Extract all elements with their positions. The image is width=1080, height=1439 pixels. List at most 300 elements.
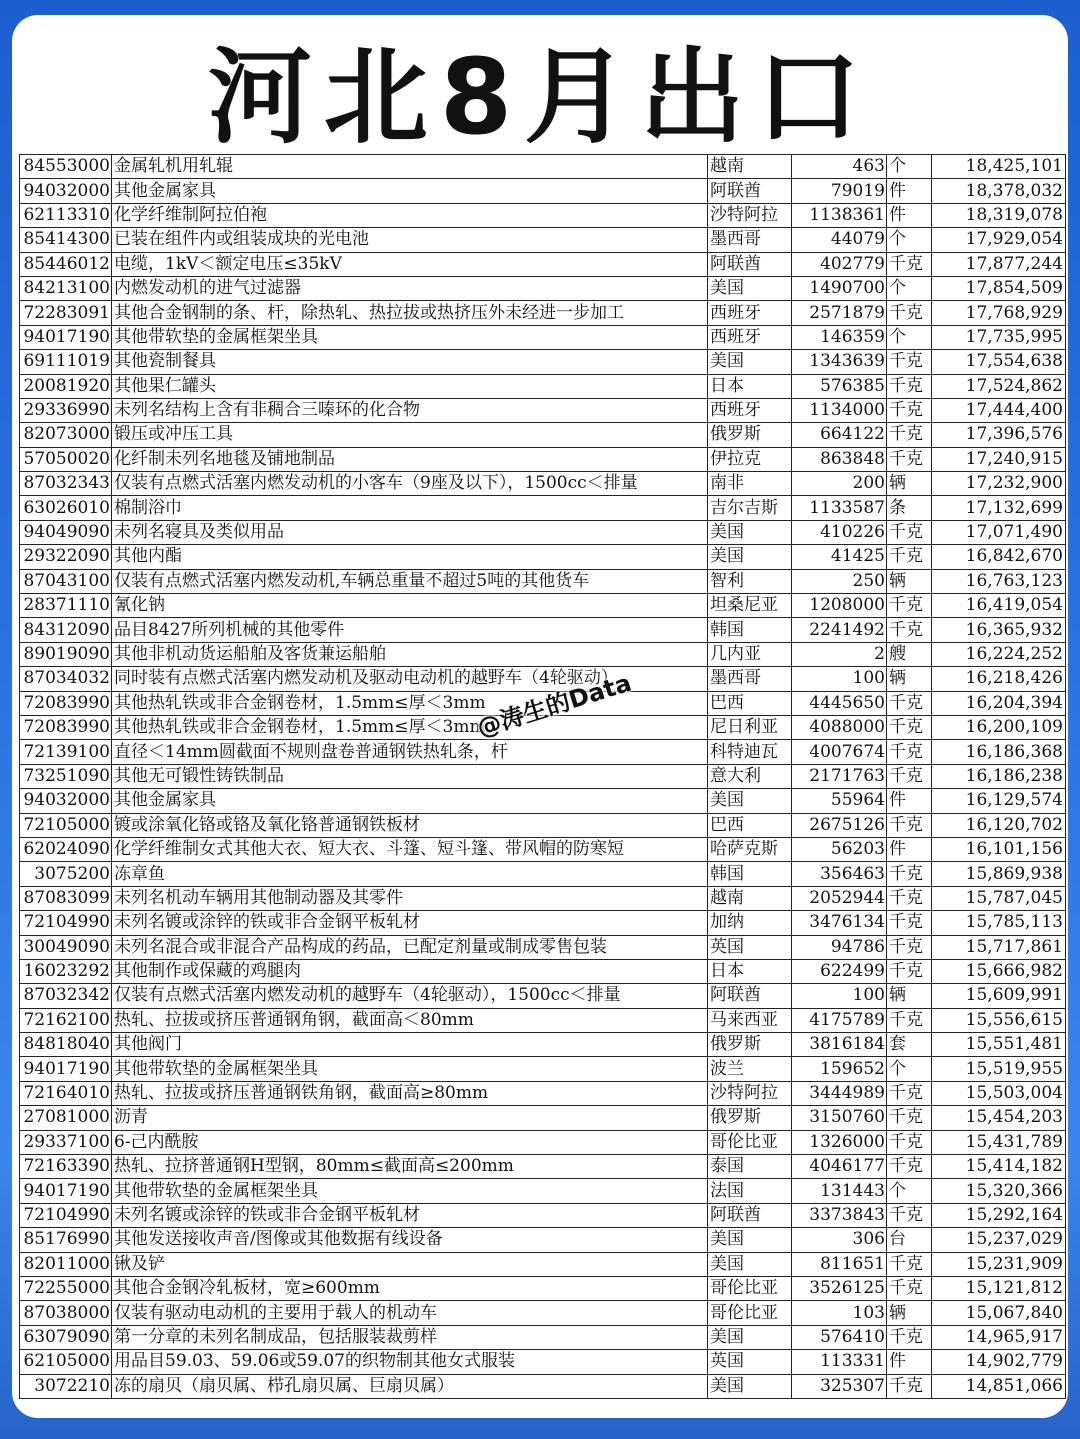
table-row [20, 862, 1066, 886]
country-cell: 加纳 [708, 911, 792, 935]
quantity-cell: 103 [792, 1301, 887, 1325]
country-cell: 哥伦比亚 [708, 1276, 792, 1300]
product-name-cell: 金属轧机用轧辊 [112, 155, 708, 179]
hs-code-cell: 82011000 [20, 1252, 112, 1276]
quantity-cell: 79019 [792, 179, 887, 203]
country-cell: 韩国 [708, 862, 792, 886]
hs-code-cell: 72163390 [20, 1155, 112, 1179]
value-cell: 16,129,574 [932, 789, 1066, 813]
quantity-cell: 306 [792, 1228, 887, 1252]
value-cell: 17,554,638 [932, 350, 1066, 374]
unit-cell: 千克 [887, 740, 932, 764]
value-cell: 17,877,244 [932, 252, 1066, 276]
table-row [20, 155, 1066, 179]
table-row [20, 276, 1066, 300]
quantity-cell: 664122 [792, 423, 887, 447]
country-cell: 哈萨克斯 [708, 837, 792, 861]
product-name-cell: 仅装有点燃式活塞内燃发动机的小客车（9座及以下），1500cc＜排量 [112, 472, 708, 496]
value-cell: 15,666,982 [932, 959, 1066, 983]
unit-cell: 千克 [887, 1155, 932, 1179]
unit-cell: 千克 [887, 1325, 932, 1349]
hs-code-cell: 73251090 [20, 764, 112, 788]
table-row [20, 1033, 1066, 1057]
product-name-cell: 6-己内酰胺 [112, 1130, 708, 1154]
table-row [20, 350, 1066, 374]
product-name-cell: 用品目59.03、59.06或59.07的织物制其他女式服装 [112, 1350, 708, 1374]
hs-code-cell: 72105000 [20, 813, 112, 837]
hs-code-cell: 72104990 [20, 1203, 112, 1227]
value-cell: 15,869,938 [932, 862, 1066, 886]
hs-code-cell: 94017190 [20, 1057, 112, 1081]
quantity-cell: 356463 [792, 862, 887, 886]
value-cell: 18,319,078 [932, 203, 1066, 227]
value-cell: 15,067,840 [932, 1301, 1066, 1325]
product-name-cell: 未列名镀或涂锌的铁或非合金钢平板轧材 [112, 1203, 708, 1227]
value-cell: 15,414,182 [932, 1155, 1066, 1179]
value-cell: 15,503,004 [932, 1081, 1066, 1105]
hs-code-cell: 87043100 [20, 569, 112, 593]
value-cell: 17,524,862 [932, 374, 1066, 398]
table-row [20, 789, 1066, 813]
value-cell: 14,902,779 [932, 1350, 1066, 1374]
quantity-cell: 56203 [792, 837, 887, 861]
quantity-cell: 1490700 [792, 276, 887, 300]
quantity-cell: 131443 [792, 1179, 887, 1203]
page-title: 河北8月出口 [207, 36, 873, 158]
hs-code-cell: 72283091 [20, 301, 112, 325]
quantity-cell: 1134000 [792, 398, 887, 422]
unit-cell: 千克 [887, 715, 932, 739]
table-row [20, 203, 1066, 227]
quantity-cell: 325307 [792, 1374, 887, 1398]
unit-cell: 条 [887, 496, 932, 520]
product-name-cell: 未列名混合或非混合产品构成的药品，已配定剂量或制成零售包装 [112, 935, 708, 959]
unit-cell: 千克 [887, 1203, 932, 1227]
unit-cell: 件 [887, 1350, 932, 1374]
unit-cell: 辆 [887, 569, 932, 593]
hs-code-cell: 94017190 [20, 1179, 112, 1203]
table-row [20, 301, 1066, 325]
value-cell: 17,854,509 [932, 276, 1066, 300]
value-cell: 14,851,066 [932, 1374, 1066, 1398]
unit-cell: 千克 [887, 545, 932, 569]
country-cell: 美国 [708, 350, 792, 374]
hs-code-cell: 57050020 [20, 447, 112, 471]
table-row [20, 1301, 1066, 1325]
hs-code-cell: 62113310 [20, 203, 112, 227]
product-name-cell: 其他内酯 [112, 545, 708, 569]
value-cell: 15,231,909 [932, 1252, 1066, 1276]
table-row [20, 1276, 1066, 1300]
quantity-cell: 622499 [792, 959, 887, 983]
unit-cell: 千克 [887, 618, 932, 642]
value-cell: 17,929,054 [932, 228, 1066, 252]
value-cell: 17,735,995 [932, 325, 1066, 349]
quantity-cell: 3444989 [792, 1081, 887, 1105]
country-cell: 俄罗斯 [708, 1033, 792, 1057]
country-cell: 墨西哥 [708, 228, 792, 252]
product-name-cell: 冻的扇贝（扇贝属、栉孔扇贝属、巨扇贝属） [112, 1374, 708, 1398]
value-cell: 16,224,252 [932, 642, 1066, 666]
value-cell: 18,425,101 [932, 155, 1066, 179]
table-row [20, 1106, 1066, 1130]
country-cell: 墨西哥 [708, 667, 792, 691]
hs-code-cell: 29322090 [20, 545, 112, 569]
country-cell: 美国 [708, 1374, 792, 1398]
hs-code-cell: 85414300 [20, 228, 112, 252]
value-cell: 15,121,812 [932, 1276, 1066, 1300]
quantity-cell: 100 [792, 984, 887, 1008]
unit-cell: 千克 [887, 1276, 932, 1300]
quantity-cell: 3150760 [792, 1106, 887, 1130]
value-cell: 17,396,576 [932, 423, 1066, 447]
country-cell: 日本 [708, 959, 792, 983]
unit-cell: 千克 [887, 374, 932, 398]
quantity-cell: 250 [792, 569, 887, 593]
hs-code-cell: 72083990 [20, 715, 112, 739]
hs-code-cell: 72139100 [20, 740, 112, 764]
unit-cell: 千克 [887, 1106, 932, 1130]
country-cell: 哥伦比亚 [708, 1301, 792, 1325]
value-cell: 17,232,900 [932, 472, 1066, 496]
unit-cell: 台 [887, 1228, 932, 1252]
table-row [20, 813, 1066, 837]
value-cell: 15,785,113 [932, 911, 1066, 935]
product-name-cell: 锹及铲 [112, 1252, 708, 1276]
product-name-cell: 同时装有点燃式活塞内燃发动机及驱动电动机的越野车（4轮驱动） [112, 667, 708, 691]
quantity-cell: 410226 [792, 520, 887, 544]
value-cell: 16,842,670 [932, 545, 1066, 569]
table-row [20, 447, 1066, 471]
hs-code-cell: 27081000 [20, 1106, 112, 1130]
hs-code-cell: 29337100 [20, 1130, 112, 1154]
quantity-cell: 576385 [792, 374, 887, 398]
table-row [20, 472, 1066, 496]
country-cell: 阿联酋 [708, 252, 792, 276]
unit-cell: 个 [887, 276, 932, 300]
hs-code-cell: 84312090 [20, 618, 112, 642]
quantity-cell: 3373843 [792, 1203, 887, 1227]
product-name-cell: 锻压或冲压工具 [112, 423, 708, 447]
hs-code-cell: 69111019 [20, 350, 112, 374]
hs-code-cell: 84553000 [20, 155, 112, 179]
unit-cell: 千克 [887, 862, 932, 886]
product-name-cell: 热轧、拉拔或挤压普通钢角钢，截面高＜80mm [112, 1008, 708, 1032]
product-name-cell: 沥青 [112, 1106, 708, 1130]
hs-code-cell: 62024090 [20, 837, 112, 861]
hs-code-cell: 89019090 [20, 642, 112, 666]
quantity-cell: 576410 [792, 1325, 887, 1349]
table-row [20, 886, 1066, 910]
product-name-cell: 内燃发动机的进气过滤器 [112, 276, 708, 300]
table-row [20, 764, 1066, 788]
value-cell: 16,186,238 [932, 764, 1066, 788]
country-cell: 西班牙 [708, 325, 792, 349]
quantity-cell: 4175789 [792, 1008, 887, 1032]
table-row [20, 1374, 1066, 1398]
quantity-cell: 3476134 [792, 911, 887, 935]
unit-cell: 千克 [887, 1008, 932, 1032]
product-name-cell: 化学纤维制女式其他大衣、短大衣、斗篷、短斗篷、带风帽的防寒短 [112, 837, 708, 861]
quantity-cell: 146359 [792, 325, 887, 349]
quantity-cell: 44079 [792, 228, 887, 252]
unit-cell: 千克 [887, 1252, 932, 1276]
country-cell: 阿联酋 [708, 179, 792, 203]
product-name-cell: 其他带软垫的金属框架坐具 [112, 325, 708, 349]
unit-cell: 千克 [887, 423, 932, 447]
country-cell: 巴西 [708, 813, 792, 837]
unit-cell: 千克 [887, 959, 932, 983]
table-row [20, 984, 1066, 1008]
quantity-cell: 159652 [792, 1057, 887, 1081]
table-row [20, 1350, 1066, 1374]
table-row [20, 911, 1066, 935]
unit-cell: 千克 [887, 350, 932, 374]
quantity-cell: 4007674 [792, 740, 887, 764]
product-name-cell: 其他发送接收声音/图像或其他数据有线设备 [112, 1228, 708, 1252]
hs-code-cell: 94049090 [20, 520, 112, 544]
country-cell: 西班牙 [708, 301, 792, 325]
product-name-cell: 其他带软垫的金属框架坐具 [112, 1179, 708, 1203]
table-row [20, 179, 1066, 203]
country-cell: 吉尔吉斯 [708, 496, 792, 520]
country-cell: 英国 [708, 1350, 792, 1374]
country-cell: 科特迪瓦 [708, 740, 792, 764]
content-card [12, 15, 1068, 1418]
value-cell: 15,320,366 [932, 1179, 1066, 1203]
quantity-cell: 402779 [792, 252, 887, 276]
hs-code-cell: 63079090 [20, 1325, 112, 1349]
quantity-cell: 2675126 [792, 813, 887, 837]
table-row [20, 594, 1066, 618]
country-cell: 日本 [708, 374, 792, 398]
country-cell: 巴西 [708, 691, 792, 715]
value-cell: 18,378,032 [932, 179, 1066, 203]
product-name-cell: 化纤制未列名地毯及铺地制品 [112, 447, 708, 471]
country-cell: 西班牙 [708, 398, 792, 422]
hs-code-cell: 87032342 [20, 984, 112, 1008]
table-row [20, 642, 1066, 666]
table-row [20, 1179, 1066, 1203]
table-row [20, 935, 1066, 959]
value-cell: 16,204,394 [932, 691, 1066, 715]
product-name-cell: 仅装有点燃式活塞内燃发动机,车辆总重量不超过5吨的其他货车 [112, 569, 708, 593]
table-row [20, 740, 1066, 764]
value-cell: 15,609,991 [932, 984, 1066, 1008]
hs-code-cell: 62105000 [20, 1350, 112, 1374]
unit-cell: 件 [887, 837, 932, 861]
country-cell: 越南 [708, 155, 792, 179]
country-cell: 美国 [708, 1325, 792, 1349]
value-cell: 15,717,861 [932, 935, 1066, 959]
country-cell: 意大利 [708, 764, 792, 788]
quantity-cell: 1208000 [792, 594, 887, 618]
value-cell: 15,787,045 [932, 886, 1066, 910]
table-row [20, 325, 1066, 349]
hs-code-cell: 87032343 [20, 472, 112, 496]
hs-code-cell: 72162100 [20, 1008, 112, 1032]
unit-cell: 个 [887, 155, 932, 179]
country-cell: 美国 [708, 520, 792, 544]
product-name-cell: 电缆，1kV＜额定电压≤35kV [112, 252, 708, 276]
value-cell: 16,365,932 [932, 618, 1066, 642]
quantity-cell: 1133587 [792, 496, 887, 520]
table-row [20, 398, 1066, 422]
quantity-cell: 3526125 [792, 1276, 887, 1300]
table-row [20, 618, 1066, 642]
hs-code-cell: 3075200 [20, 862, 112, 886]
table-row [20, 569, 1066, 593]
value-cell: 16,419,054 [932, 594, 1066, 618]
table-row [20, 1081, 1066, 1105]
product-name-cell: 品目8427所列机械的其他零件 [112, 618, 708, 642]
unit-cell: 件 [887, 203, 932, 227]
product-name-cell: 热轧、拉挤普通钢H型钢，80mm≤截面高≤200mm [112, 1155, 708, 1179]
quantity-cell: 811651 [792, 1252, 887, 1276]
quantity-cell: 1326000 [792, 1130, 887, 1154]
product-name-cell: 未列名机动车辆用其他制动器及其零件 [112, 886, 708, 910]
hs-code-cell: 94032000 [20, 789, 112, 813]
quantity-cell: 41425 [792, 545, 887, 569]
country-cell: 几内亚 [708, 642, 792, 666]
unit-cell: 辆 [887, 1301, 932, 1325]
quantity-cell: 2241492 [792, 618, 887, 642]
country-cell: 伊拉克 [708, 447, 792, 471]
unit-cell: 套 [887, 1033, 932, 1057]
country-cell: 阿联酋 [708, 1203, 792, 1227]
value-cell: 16,101,156 [932, 837, 1066, 861]
value-cell: 16,763,123 [932, 569, 1066, 593]
unit-cell: 千克 [887, 520, 932, 544]
product-name-cell: 其他金属家具 [112, 789, 708, 813]
value-cell: 17,240,915 [932, 447, 1066, 471]
table-row [20, 1203, 1066, 1227]
quantity-cell: 100 [792, 667, 887, 691]
value-cell: 16,218,426 [932, 667, 1066, 691]
country-cell: 美国 [708, 545, 792, 569]
product-name-cell: 镀或涂氧化铬或铬及氧化铬普通钢铁板材 [112, 813, 708, 837]
product-name-cell: 其他无可锻性铸铁制品 [112, 764, 708, 788]
product-name-cell: 直径＜14mm圆截面不规则盘卷普通钢铁热轧条，杆 [112, 740, 708, 764]
unit-cell: 件 [887, 789, 932, 813]
country-cell: 越南 [708, 886, 792, 910]
unit-cell: 个 [887, 228, 932, 252]
hs-code-cell: 20081920 [20, 374, 112, 398]
hs-code-cell: 72255000 [20, 1276, 112, 1300]
quantity-cell: 2571879 [792, 301, 887, 325]
country-cell: 尼日利亚 [708, 715, 792, 739]
hs-code-cell: 94032000 [20, 179, 112, 203]
value-cell: 16,186,368 [932, 740, 1066, 764]
country-cell: 沙特阿拉 [708, 1081, 792, 1105]
hs-code-cell: 87083099 [20, 886, 112, 910]
table-row [20, 545, 1066, 569]
hs-code-cell: 94017190 [20, 325, 112, 349]
quantity-cell: 55964 [792, 789, 887, 813]
unit-cell: 千克 [887, 813, 932, 837]
quantity-cell: 2052944 [792, 886, 887, 910]
country-cell: 智利 [708, 569, 792, 593]
unit-cell: 艘 [887, 642, 932, 666]
watermark: @涛生的Data [473, 668, 635, 743]
hs-code-cell: 85446012 [20, 252, 112, 276]
country-cell: 俄罗斯 [708, 423, 792, 447]
quantity-cell: 463 [792, 155, 887, 179]
product-name-cell: 化学纤维制阿拉伯袍 [112, 203, 708, 227]
hs-code-cell: 84213100 [20, 276, 112, 300]
unit-cell: 千克 [887, 764, 932, 788]
value-cell: 15,292,164 [932, 1203, 1066, 1227]
country-cell: 俄罗斯 [708, 1106, 792, 1130]
product-name-cell: 其他合金钢制的条、杆，除热轧、热拉拔或热挤压外未经进一步加工 [112, 301, 708, 325]
quantity-cell: 1343639 [792, 350, 887, 374]
country-cell: 美国 [708, 1252, 792, 1276]
product-name-cell: 其他热轧铁或非合金钢卷材，1.5mm≤厚＜3mm [112, 715, 708, 739]
country-cell: 马来西亚 [708, 1008, 792, 1032]
hs-code-cell: 87034032 [20, 667, 112, 691]
unit-cell: 个 [887, 1057, 932, 1081]
table-row [20, 374, 1066, 398]
unit-cell: 辆 [887, 472, 932, 496]
export-table-body [20, 155, 1066, 1399]
quantity-cell: 4445650 [792, 691, 887, 715]
product-name-cell: 氰化钠 [112, 594, 708, 618]
table-row [20, 1057, 1066, 1081]
table-row [20, 959, 1066, 983]
unit-cell: 千克 [887, 935, 932, 959]
value-cell: 15,551,481 [932, 1033, 1066, 1057]
country-cell: 泰国 [708, 1155, 792, 1179]
value-cell: 15,237,029 [932, 1228, 1066, 1252]
unit-cell: 千克 [887, 301, 932, 325]
hs-code-cell: 30049090 [20, 935, 112, 959]
value-cell: 15,556,615 [932, 1008, 1066, 1032]
hs-code-cell: 84818040 [20, 1033, 112, 1057]
table-row [20, 228, 1066, 252]
product-name-cell: 其他热轧铁或非合金钢卷材，1.5mm≤厚＜3mm [112, 691, 708, 715]
table-row [20, 1252, 1066, 1276]
value-cell: 15,519,955 [932, 1057, 1066, 1081]
table-row [20, 1228, 1066, 1252]
value-cell: 16,120,702 [932, 813, 1066, 837]
product-name-cell: 冻章鱼 [112, 862, 708, 886]
table-row [20, 496, 1066, 520]
product-name-cell: 未列名寝具及类似用品 [112, 520, 708, 544]
unit-cell: 千克 [887, 1130, 932, 1154]
quantity-cell: 4046177 [792, 1155, 887, 1179]
hs-code-cell: 16023292 [20, 959, 112, 983]
product-name-cell: 第一分章的未列名制成品，包括服装裁剪样 [112, 1325, 708, 1349]
hs-code-cell: 29336990 [20, 398, 112, 422]
unit-cell: 千克 [887, 252, 932, 276]
product-name-cell: 其他非机动货运船舶及客货兼运船舶 [112, 642, 708, 666]
value-cell: 17,071,490 [932, 520, 1066, 544]
table-row [20, 1325, 1066, 1349]
quantity-cell: 94786 [792, 935, 887, 959]
quantity-cell: 2171763 [792, 764, 887, 788]
table-row [20, 1130, 1066, 1154]
hs-code-cell: 63026010 [20, 496, 112, 520]
country-cell: 坦桑尼亚 [708, 594, 792, 618]
table-row [20, 252, 1066, 276]
product-name-cell: 热轧、拉拔或挤压普通钢铁角钢，截面高≥80mm [112, 1081, 708, 1105]
product-name-cell: 其他果仁罐头 [112, 374, 708, 398]
value-cell: 15,431,789 [932, 1130, 1066, 1154]
product-name-cell: 仅装有点燃式活塞内燃发动机的越野车（4轮驱动），1500cc＜排量 [112, 984, 708, 1008]
product-name-cell: 其他瓷制餐具 [112, 350, 708, 374]
country-cell: 韩国 [708, 618, 792, 642]
unit-cell: 千克 [887, 1081, 932, 1105]
